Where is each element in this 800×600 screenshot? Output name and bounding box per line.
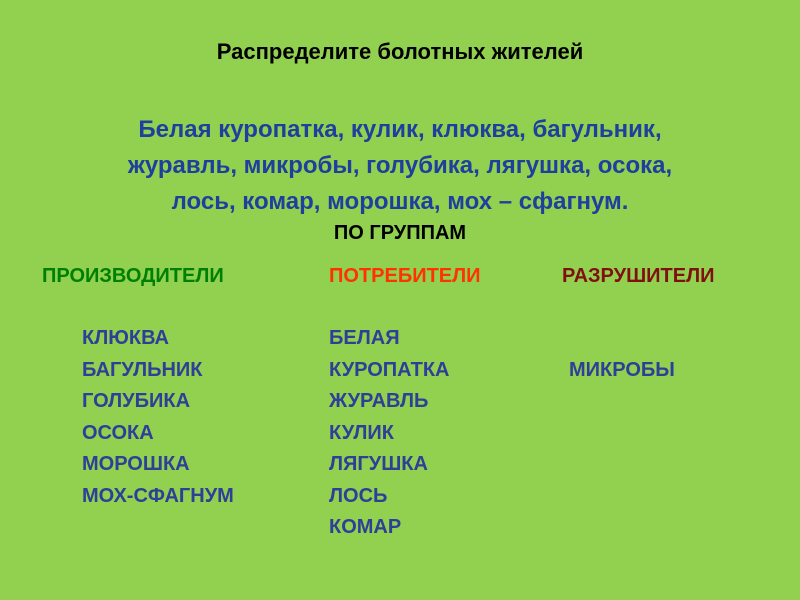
list-item: КУРОПАТКА [329,358,450,381]
list-item: БЕЛАЯ [329,327,400,349]
producers-list [82,323,234,512]
list-item: ОСОКА [82,421,154,444]
list-item: МОХ-СФАГНУМ [82,484,234,507]
list-item: БАГУЛЬНИК [82,358,203,381]
task-line: Белая куропатка, кулик, клюква, багульник, [138,116,662,143]
list-item: КОМАР [329,516,402,538]
subtitle: ПО ГРУППАМ [333,222,467,244]
list-item: ЛЯГУШКА [329,453,428,475]
list-item: ЛОСЬ [329,484,388,507]
consumers-heading: ПОТРЕБИТЕЛИ [329,265,481,287]
decomposers-heading: РАЗРУШИТЕЛИ [562,265,715,287]
task-text [0,112,800,220]
task-line: журавль, микробы, голубика, лягушка, осока, [127,152,673,179]
decomposers-list [569,355,675,387]
list-item: КУЛИК [329,421,394,444]
list-item: ЖУРАВЛЬ [329,390,429,412]
task-line: лось, комар, морошка, мох – сфагнум. [171,188,629,215]
list-item: МИКРОБЫ [569,359,675,381]
producers-heading: ПРОИЗВОДИТЕЛИ [42,265,224,287]
list-item: ГОЛУБИКА [82,390,191,412]
list-item: КЛЮКВА [82,327,169,349]
slide-title: Распределите болотных жителей [216,39,584,64]
consumers-list [329,323,449,544]
list-item: МОРОШКА [82,453,190,475]
